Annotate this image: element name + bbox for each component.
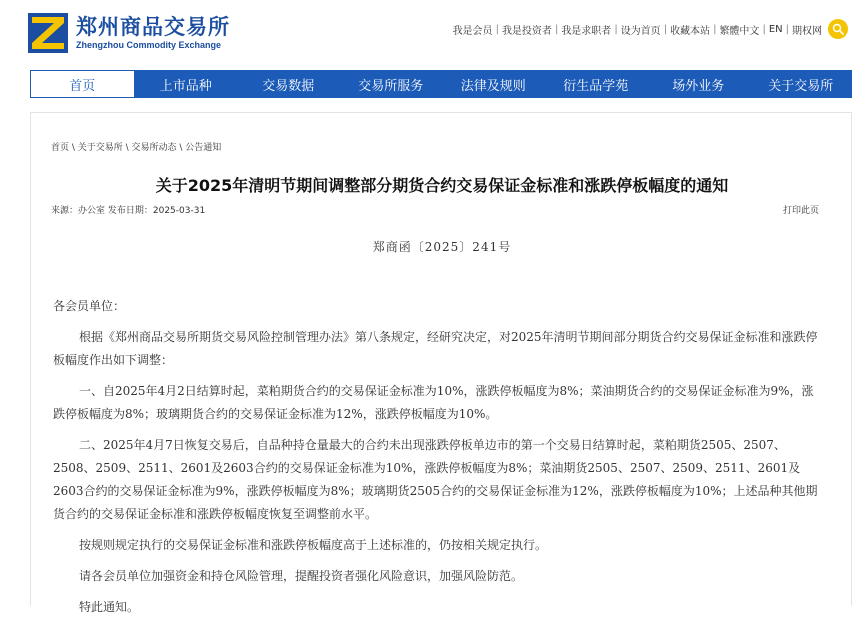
nav-home[interactable]: 首页 (30, 70, 135, 98)
toplink-options[interactable]: 期权网 (792, 26, 822, 37)
nav-laws-rules[interactable]: 法律及规则 (460, 78, 526, 94)
paragraph: 二、2025年4月7日恢复交易后，自品种持仓量最大的合约未出现涨跌停板单边市的第一个交易日结算时起，菜粕期货2505、2507、2508、2509、2511、2601及2603合约的交易保证金标准为10%，涨跌停板幅度为8%；菜油期货2505、2507、2509、2511、2601及2603合约的交易保证金标准为9%，涨跌停板幅度为8%；玻璃期货2505合约的交易保证金标准为12%，涨跌停板幅度为10%；上述品种其他期货合约的交易保证金标准和涨跌停板幅度恢复至调整前水平。 (53, 438, 818, 521)
article-title: 关于2025年清明节期间调整部分期货合约交易保证金标准和涨跌停板幅度的通知 (155, 176, 729, 195)
toplink-english[interactable]: EN (768, 24, 783, 35)
main-nav (30, 70, 852, 98)
breadcrumb[interactable]: 首页 \ 关于交易所 \ 交易所动态 \ 公告通知 (51, 143, 222, 153)
paragraph: 一、自2025年4月2日结算时起，菜粕期货合约的交易保证金标准为10%，涨跌停板幅度为8%；菜油期货合约的交易保证金标准为9%，涨跌停板幅度为8%；玻璃期货合约的交易保证金标准为12%，涨跌停板幅度为10%。 (53, 384, 814, 421)
top-links (453, 22, 822, 37)
search-button[interactable] (828, 19, 848, 39)
article-body (53, 295, 823, 627)
salutation: 各会员单位： (53, 299, 126, 313)
separator: | (614, 24, 618, 35)
nav-listed-products[interactable]: 上市品种 (159, 78, 212, 94)
toplink-bookmark[interactable]: 收藏本站 (670, 26, 711, 37)
nav-derivatives-academy[interactable]: 衍生品学苑 (563, 78, 629, 94)
nav-otc-business[interactable]: 场外业务 (672, 78, 725, 94)
toplink-investor[interactable]: 我是投资者 (501, 26, 552, 37)
toplink-member[interactable]: 我是会员 (452, 26, 493, 37)
toplink-traditional-chinese[interactable]: 繁體中文 (719, 26, 760, 37)
article-meta: 来源：办公室 发布日期：2025-03-31 (51, 206, 206, 216)
separator: | (663, 24, 668, 35)
search-icon (832, 23, 844, 35)
separator: | (554, 24, 559, 35)
site-logo[interactable] (28, 10, 266, 56)
separator: | (762, 24, 766, 35)
toplink-jobseeker[interactable]: 我是求职者 (561, 26, 612, 37)
paragraph: 特此通知。 (79, 600, 140, 614)
paragraph: 按规则规定执行的交易保证金标准和涨跌停板幅度高于上述标准的，仍按相关规定执行。 (79, 538, 548, 552)
separator: | (713, 24, 717, 35)
logo-english-name: Zhengzhou Commodity Exchange (76, 39, 222, 50)
paragraph: 根据《郑州商品交易所期货交易风险控制管理办法》第八条规定，经研究决定，对2025年清明节期间部分期货合约交易保证金标准和涨跌停板幅度作出如下调整： (53, 330, 818, 367)
article-container (30, 112, 852, 614)
separator: | (495, 24, 499, 35)
nav-exchange-services[interactable]: 交易所服务 (358, 78, 424, 94)
toplink-set-homepage[interactable]: 设为首页 (620, 26, 661, 37)
site-header (0, 0, 864, 66)
nav-trading-data[interactable]: 交易数据 (262, 78, 315, 94)
document-number: 郑商函〔2025〕241号 (372, 240, 512, 254)
print-link[interactable]: 打印此页 (782, 206, 819, 216)
logo-chinese-name: 郑州商品交易所 (76, 14, 230, 39)
separator: | (785, 24, 789, 35)
paragraph: 请各会员单位加强资金和持仓风险管理，提醒投资者强化风险意识，加强风险防范。 (79, 569, 524, 583)
nav-about-exchange[interactable]: 关于交易所 (768, 78, 834, 94)
zce-logo-icon (28, 13, 68, 53)
